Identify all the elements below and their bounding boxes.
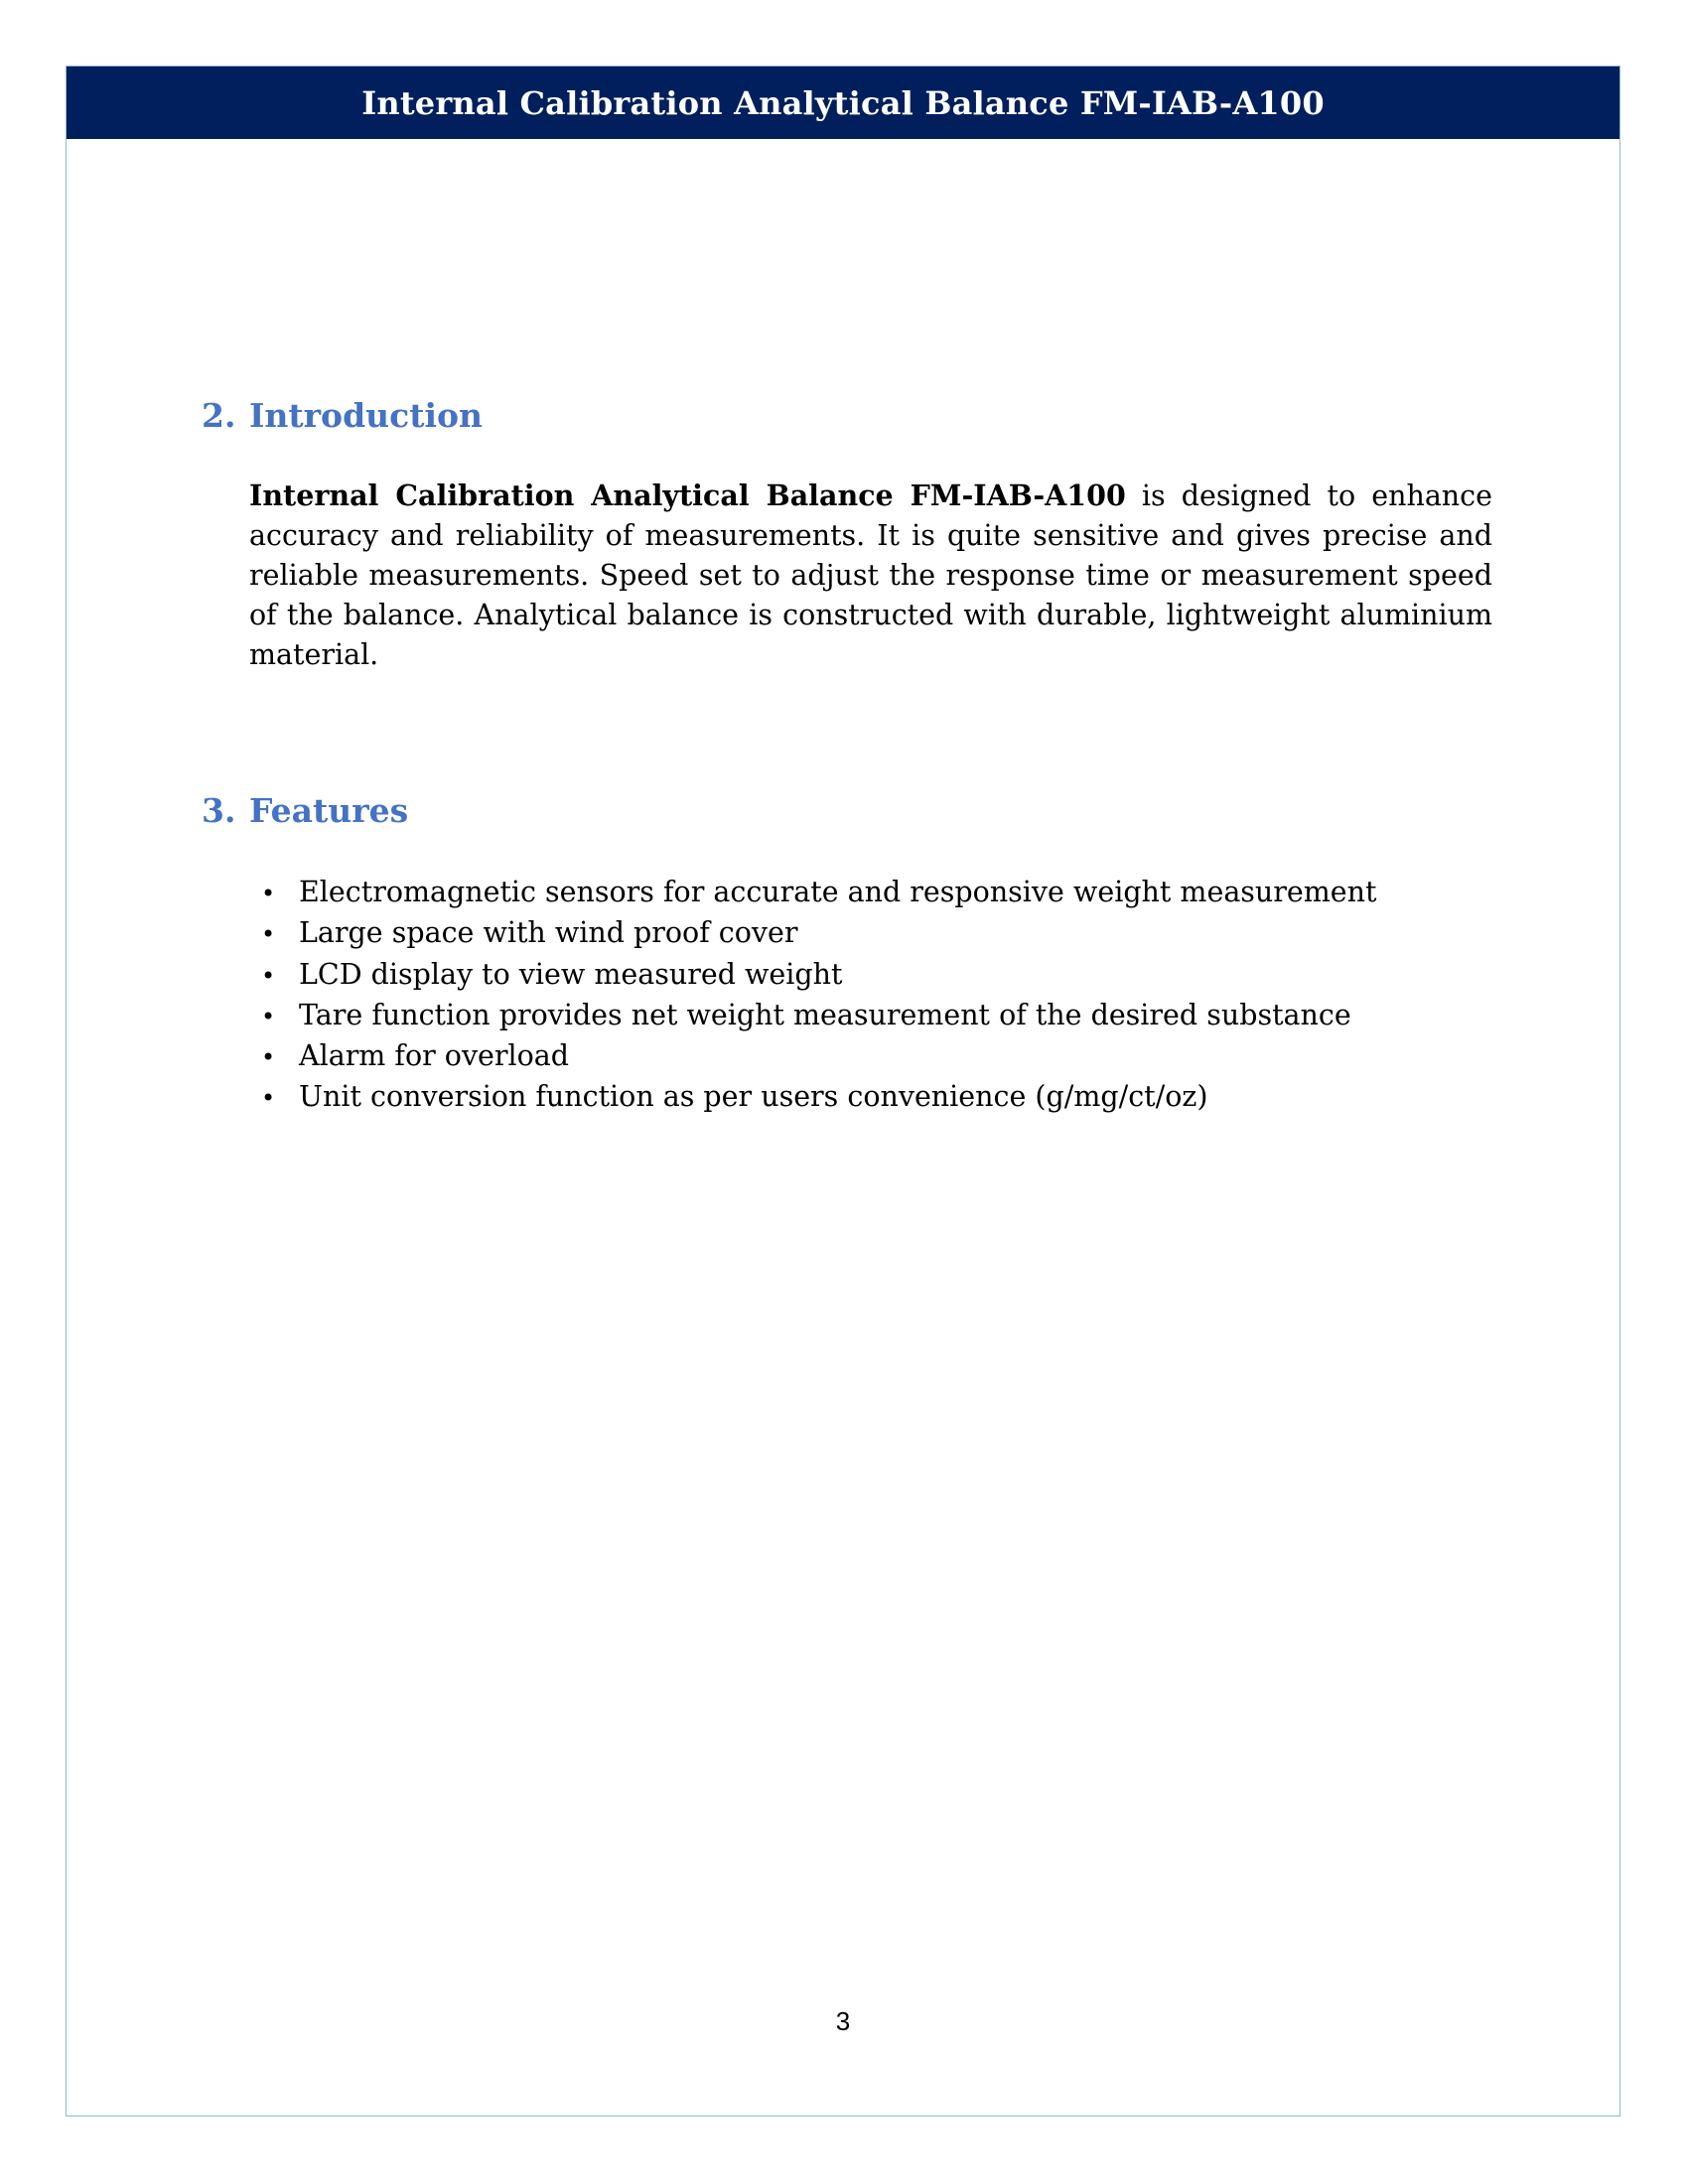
list-item xyxy=(249,955,1490,996)
product-name: Internal Calibration Analytical Balance FM-IAB-A100 xyxy=(249,478,1126,512)
introduction-body: is designed to enhance accuracy and reliability of measurements. It is quite sensitive and gives precise and reliable measurements. Speed set to adjust the response time or measurement speed of the balance. Analytical balance is constructed with durable, lightweight aluminium material. xyxy=(249,479,1492,671)
feature-text: Tare function provides net weight measurement of the desired substance xyxy=(299,998,1351,1031)
list-item xyxy=(249,873,1490,913)
bullet-icon: • xyxy=(261,1043,276,1072)
feature-text: Electromagnetic sensors for accurate and responsive weight measurement xyxy=(299,876,1377,908)
bullet-icon: • xyxy=(261,1084,276,1113)
introduction-number: 2. xyxy=(202,396,236,435)
list-item xyxy=(249,1036,1490,1077)
features-list xyxy=(249,873,1490,1119)
page-number: 3 xyxy=(835,2006,851,2036)
features-number: 3. xyxy=(202,791,236,830)
bullet-icon: • xyxy=(261,961,276,990)
features-heading xyxy=(202,791,408,830)
bullet-icon: • xyxy=(261,920,276,949)
page-frame xyxy=(66,66,1620,2116)
features-title: Features xyxy=(249,791,409,830)
introduction-paragraph xyxy=(249,476,1492,675)
bullet-icon: • xyxy=(261,1002,276,1030)
feature-text: LCD display to view measured weight xyxy=(299,957,843,991)
list-item xyxy=(249,1077,1490,1118)
introduction-title: Introduction xyxy=(249,396,484,435)
list-item xyxy=(249,913,1490,954)
introduction-heading xyxy=(202,396,483,435)
bullet-icon: • xyxy=(261,880,276,907)
feature-text: Unit conversion function as per users convenience (g/mg/ct/oz) xyxy=(299,1080,1208,1114)
list-item xyxy=(249,996,1490,1036)
feature-text: Alarm for overload xyxy=(299,1039,570,1073)
feature-text: Large space with wind proof cover xyxy=(299,916,798,950)
header-bar xyxy=(67,67,1619,139)
document-title: Internal Calibration Analytical Balance FM-IAB-A100 xyxy=(361,83,1325,122)
